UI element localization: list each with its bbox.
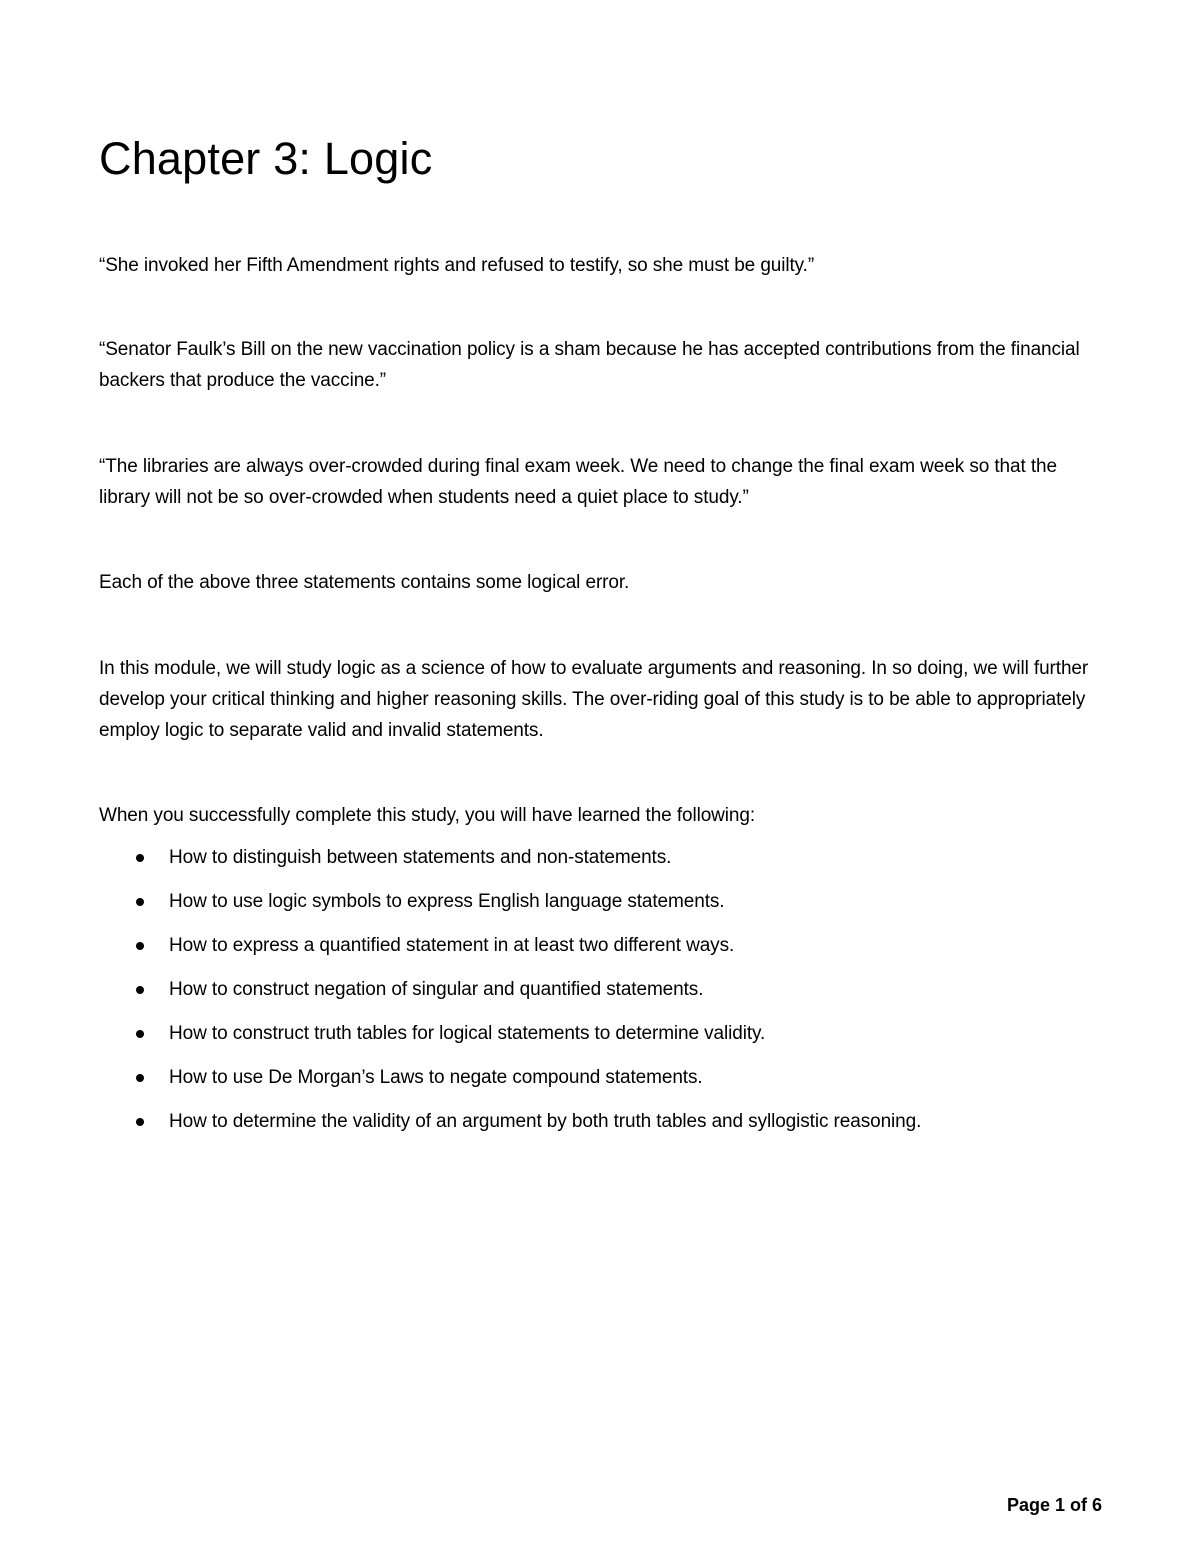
list-item-text: How to determine the validity of an argument by both truth tables and syllogistic reasoning. [169,1111,922,1132]
body-paragraph: Each of the above three statements contains some logical error. [99,572,630,593]
bullet-icon [136,854,144,862]
list-item-text: How to distinguish between statements and non-statements. [169,847,672,868]
list-item [99,974,1109,1018]
page-number: Page 1 of 6 [1006,1495,1102,1515]
bullet-icon [136,898,144,906]
bullet-icon [136,1074,144,1082]
list-item-text: How to construct truth tables for logical statements to determine validity. [169,1023,766,1044]
bullet-icon [136,986,144,994]
list-item-text: How to construct negation of singular and quantified statements. [169,979,704,1000]
list-item [99,1106,1109,1150]
bullet-icon [136,1118,144,1126]
quote-paragraph: “She invoked her Fifth Amendment rights and refused to testify, so she must be guilty.” [99,255,815,276]
list-item-text: How to express a quantified statement in at least two different ways. [169,935,735,956]
list-item [99,842,1109,886]
list-item-text: How to use logic symbols to express English language statements. [169,891,725,912]
objectives-intro: When you successfully complete this study, you will have learned the following: [99,805,756,826]
list-item [99,1018,1109,1062]
list-item [99,1062,1109,1106]
objectives-list [99,842,1109,1150]
list-item [99,886,1109,930]
bullet-icon [136,942,144,950]
list-item-text: How to use De Morgan’s Laws to negate compound statements. [169,1067,703,1088]
page-title: Chapter 3: Logic [99,133,433,184]
body-paragraph: In this module, we will study logic as a science of how to evaluate arguments and reasoning. In so doing, we will further develop your critical thinking and higher reasoning skills. The over-riding goal of this study is to be able to appropriately employ logic to separate valid and invalid statements. [99,658,1089,741]
quote-paragraph: “Senator Faulk’s Bill on the new vaccination policy is a sham because he has accepted contributions from the financial backers that produce the vaccine.” [99,339,1080,391]
bullet-icon [136,1030,144,1038]
quote-paragraph: “The libraries are always over-crowded during final exam week. We need to change the final exam week so that the library will not be so over-crowded when students need a quiet place to study.” [99,456,1057,508]
list-item [99,930,1109,974]
